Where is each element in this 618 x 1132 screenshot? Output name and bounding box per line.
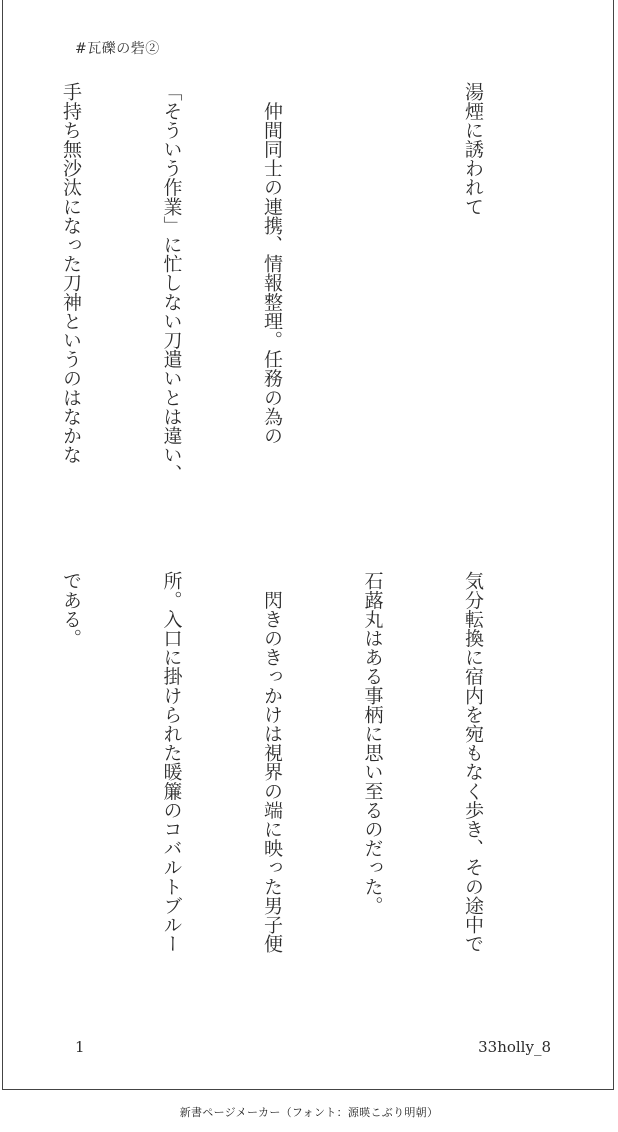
footer-credit: 新書ページメーカー（フォント：源暎こぶり明朝） xyxy=(179,1106,439,1119)
text-column: 所。入口に掛けられた暖簾のコバルトブルー xyxy=(160,571,183,953)
text-column: 「そういう作業」に忙しない刀遣いとは違い、 xyxy=(160,82,183,484)
bottom-text-block xyxy=(56,571,556,1011)
text-column: である。 xyxy=(60,571,82,648)
header-tag: #瓦礫の砦② xyxy=(75,41,160,57)
text-column xyxy=(355,82,389,522)
page-frame xyxy=(2,0,614,1090)
text-column: 気分転換に宿内を宛もなく歩き、その途中で xyxy=(462,571,484,953)
text-column: 石蕗丸はある事柄に思い至るのだった。 xyxy=(361,571,384,915)
text-column: 閃きのきっかけは視界の端に映った男子便 xyxy=(261,571,283,953)
text-column: 手持ち無沙汰になった刀神というのはなかな xyxy=(60,82,82,464)
author-id: 33holly_8 xyxy=(478,1038,551,1056)
page-number: 1 xyxy=(75,1038,85,1056)
text-column: 湯煙に誘われて xyxy=(462,82,484,216)
text-column: 仲間同士の連携、情報整理。任務の為の xyxy=(261,82,283,445)
top-text-block xyxy=(56,82,556,522)
